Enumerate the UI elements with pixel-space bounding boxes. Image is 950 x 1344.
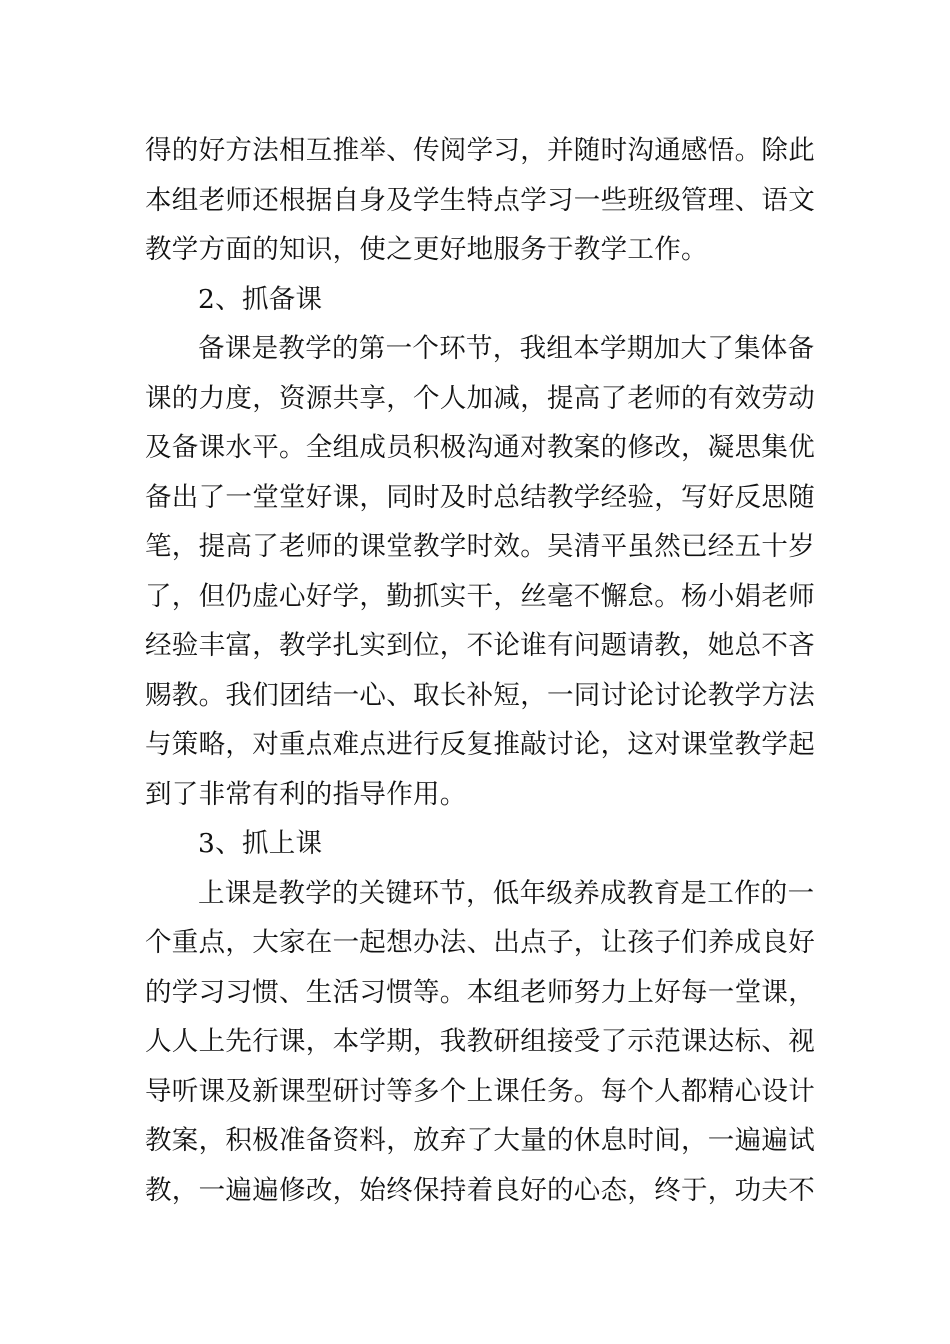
text-line: 人人上先行课，本学期，我教研组接受了示范课达标、视: [145, 1026, 815, 1057]
text-line: 的学习习惯、生活习惯等。本组老师努力上好每一堂课，: [145, 976, 815, 1008]
text-line: 教案，积极准备资料，放弃了大量的休息时间，一遍遍试: [145, 1125, 815, 1156]
paragraph-first-line: 上课是教学的关键环节，低年级养成教育是工作的一: [198, 877, 815, 909]
text-line: 了，但仍虚心好学，勤抓实干，丝毫不懈怠。杨小娟老师: [145, 580, 815, 612]
text-line: 备出了一堂堂好课，同时及时总结教学经验，写好反思随: [145, 481, 815, 513]
text-line: 教学方面的知识，使之更好地服务于教学工作。: [145, 234, 708, 265]
text-line: 得的好方法相互推举、传阅学习，并随时沟通感悟。除此: [145, 135, 815, 166]
text-line: 及备课水平。全组成员积极沟通对教案的修改，凝思集优: [145, 432, 815, 463]
section-heading: 3、抓上课: [198, 828, 323, 859]
text-line: 赐教。我们团结一心、取长补短，一同讨论讨论教学方法: [145, 679, 815, 711]
text-line: 笔，提高了老师的课堂教学时效。吴清平虽然已经五十岁: [145, 531, 815, 562]
text-line: 导听课及新课型研讨等多个上课任务。每个人都精心设计: [145, 1075, 815, 1107]
text-line: 个重点，大家在一起想办法、出点子，让孩子们养成良好: [145, 927, 815, 958]
paragraph-first-line: 备课是教学的第一个环节，我组本学期加大了集体备: [198, 333, 815, 364]
text-line: 教，一遍遍修改，始终保持着良好的心态，终于，功夫不: [145, 1174, 815, 1206]
text-line: 与策略，对重点难点进行反复推敲讨论，这对课堂教学起: [145, 729, 815, 760]
text-line: 本组老师还根据自身及学生特点学习一些班级管理、语文: [145, 184, 815, 216]
text-line: 经验丰富，教学扎实到位，不论谁有问题请教，她总不吝: [145, 630, 815, 661]
body-text: [145, 126, 815, 1215]
text-line: 课的力度，资源共享，个人加减，提高了老师的有效劳动: [145, 382, 815, 414]
section-heading: 2、抓备课: [198, 283, 323, 315]
text-line: 到了非常有利的指导作用。: [145, 778, 467, 810]
